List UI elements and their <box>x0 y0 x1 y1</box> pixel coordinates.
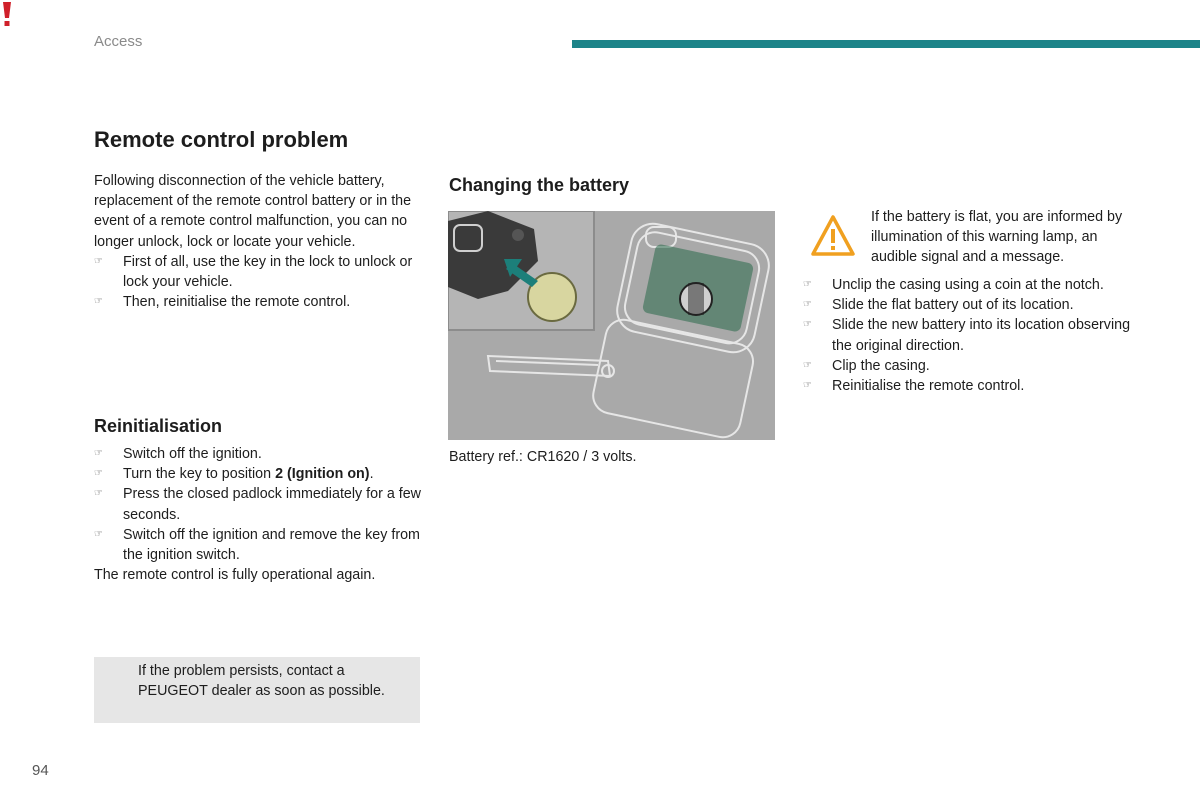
list-item <box>94 464 424 484</box>
step-text: First of all, use the key in the lock to unlock or lock your vehicle. <box>123 253 413 291</box>
step-text: Reinitialise the remote control. <box>832 378 1025 395</box>
ignition-position: 2 (Ignition on) <box>275 466 370 483</box>
list-item <box>94 484 424 524</box>
pointing-hand-icon: ☞ <box>94 255 103 267</box>
battery-steps <box>803 275 1143 396</box>
step-text: Unclip the casing using a coin at the notch. <box>832 277 1104 293</box>
key-battery-illustration <box>448 211 775 440</box>
page-number: 94 <box>32 762 49 779</box>
list-item <box>803 275 1143 295</box>
pointing-hand-icon: ☞ <box>803 299 812 311</box>
key-battery-drawing <box>448 211 775 440</box>
list-item <box>94 292 424 312</box>
step-text-prefix: Turn the key to position <box>123 466 276 483</box>
list-item <box>803 315 1143 355</box>
intro-steps <box>94 252 424 313</box>
list-item <box>94 252 424 292</box>
step-text: Slide the flat battery out of its location. <box>832 297 1074 314</box>
pointing-hand-icon: ☞ <box>94 528 103 540</box>
pointing-hand-icon: ☞ <box>94 468 103 480</box>
pointing-hand-icon: ☞ <box>803 359 812 371</box>
reinitialisation-heading: Reinitialisation <box>94 416 223 436</box>
notice-text: If the problem persists, contact a PEUGEOT dealer as soon as possible. <box>138 663 385 700</box>
step-text: Switch off the ignition and remove the key from the ignition switch. <box>123 526 420 564</box>
reinitialisation-section <box>94 416 424 585</box>
exclamation-icon <box>0 0 14 28</box>
section-label: Access <box>94 33 143 50</box>
list-item <box>803 356 1143 376</box>
step-text-suffix: . <box>369 466 374 483</box>
list-item <box>803 295 1143 315</box>
step-text: Then, reinitialise the remote control. <box>123 294 351 311</box>
pointing-hand-icon: ☞ <box>94 488 103 500</box>
step-text: Slide the new battery into its location observing the original direction. <box>832 317 1131 354</box>
warning-lamp-text: If the battery is flat, you are informed by illumination of this warning lamp, an audible signal and a message. <box>871 209 1123 266</box>
reinitialisation-closing: The remote control is fully operational again. <box>94 567 376 584</box>
list-item <box>94 525 424 565</box>
header-accent-bar <box>572 40 1200 48</box>
step-text: Switch off the ignition. <box>123 446 262 462</box>
pointing-hand-icon: ☞ <box>803 319 812 331</box>
list-item <box>803 376 1143 396</box>
list-item <box>94 444 424 464</box>
step-text: Clip the casing. <box>832 357 930 374</box>
pointing-hand-icon: ☞ <box>94 448 103 459</box>
intro-section <box>94 171 424 312</box>
reinitialisation-steps <box>94 444 424 565</box>
pointing-hand-icon: ☞ <box>803 279 812 290</box>
page-title: Remote control problem <box>94 127 349 152</box>
pointing-hand-icon: ☞ <box>803 380 812 392</box>
battery-heading: Changing the battery <box>449 175 630 195</box>
battery-caption: Battery ref.: CR1620 / 3 volts. <box>449 449 637 465</box>
pointing-hand-icon: ☞ <box>94 296 103 308</box>
step-text: Press the closed padlock immediately for a few seconds. <box>123 486 421 523</box>
intro-paragraph: Following disconnection of the vehicle battery, replacement of the remote control battery or in the event of a remote control malfunction, you can no longer unlock, lock or locate your vehicle. <box>94 173 412 250</box>
warning-triangle-icon <box>810 214 856 258</box>
